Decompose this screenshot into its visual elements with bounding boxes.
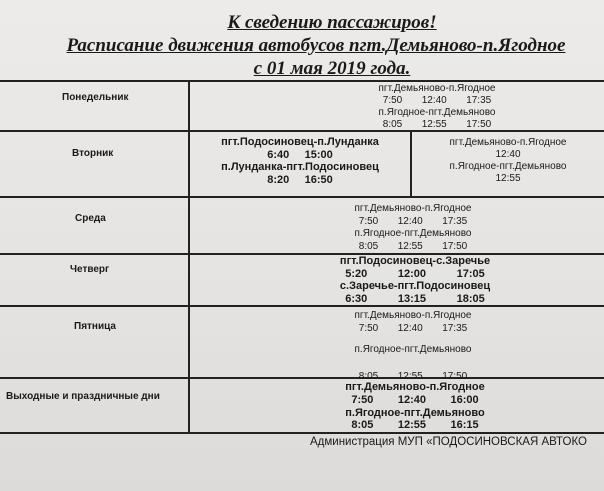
time: 17:35 bbox=[466, 95, 492, 106]
schedule-title: Расписание движения автобусов пгт.Демьяново-п.Ягодное bbox=[66, 35, 566, 56]
tuesday-schedule-lundanka bbox=[190, 136, 410, 186]
holidays-schedule bbox=[300, 381, 530, 432]
departure-times bbox=[412, 149, 604, 161]
time: 12:55 bbox=[397, 419, 427, 432]
day-holidays: Выходные и праздничные дни bbox=[6, 391, 160, 402]
route-return: п.Ягодное-пгт.Демьяново bbox=[354, 344, 472, 355]
departure-times bbox=[300, 293, 530, 306]
wednesday-schedule bbox=[298, 203, 528, 253]
table-top-line bbox=[0, 80, 604, 82]
route-outbound: пгт.Подосиновец-с.Заречье bbox=[339, 255, 491, 267]
time: 8:05 bbox=[358, 240, 379, 252]
time: 8:20 bbox=[267, 173, 290, 186]
departure-times bbox=[190, 174, 410, 187]
route-outbound: пгт.Демьяново-п.Ягодное bbox=[449, 137, 567, 148]
day-friday: Пятница bbox=[74, 321, 116, 332]
time: 8:05 bbox=[351, 419, 374, 432]
time: 8:05 bbox=[358, 371, 379, 382]
day-monday: Понедельник bbox=[62, 92, 129, 103]
day-wednesday: Среда bbox=[75, 213, 106, 224]
time: 15:00 bbox=[304, 148, 333, 161]
monday-schedule bbox=[322, 83, 552, 131]
time: 6:30 bbox=[345, 292, 368, 305]
time: 12:00 bbox=[397, 267, 427, 280]
time: 5:20 bbox=[345, 267, 368, 280]
time: 17:35 bbox=[442, 323, 468, 334]
departure-times bbox=[300, 419, 530, 432]
time: 12:40 bbox=[495, 149, 521, 160]
time: 8:05 bbox=[382, 119, 403, 130]
friday-schedule bbox=[298, 309, 528, 383]
time: 12:40 bbox=[421, 95, 447, 106]
time: 17:05 bbox=[456, 267, 485, 280]
time: 17:35 bbox=[442, 215, 468, 227]
time: 18:05 bbox=[456, 292, 485, 305]
day-tuesday: Вторник bbox=[72, 148, 114, 159]
time: 17:50 bbox=[442, 371, 468, 382]
tuesday-schedule-yagodnoe bbox=[412, 137, 604, 185]
route-outbound: пгт.Подосиновец-п.Лунданка bbox=[221, 136, 379, 148]
time: 12:55 bbox=[421, 119, 447, 130]
departure-times bbox=[298, 216, 528, 229]
table-bottom-line bbox=[0, 432, 604, 434]
time: 12:55 bbox=[397, 240, 423, 252]
time: 7:50 bbox=[358, 215, 379, 227]
effective-date: с 01 мая 2019 года. bbox=[253, 58, 411, 79]
departure-times bbox=[322, 95, 552, 107]
time: 12:55 bbox=[495, 173, 521, 184]
row-divider bbox=[0, 196, 604, 198]
time: 16:15 bbox=[450, 419, 479, 432]
time: 16:50 bbox=[304, 173, 333, 186]
route-return: п.Ягодное-пгт.Демьяново bbox=[354, 228, 472, 239]
time: 6:40 bbox=[267, 148, 290, 161]
route-return: п.Лунданка-пгт.Подосиновец bbox=[221, 161, 379, 173]
route-return: п.Ягодное-пгт.Демьяново bbox=[345, 406, 485, 419]
time: 12:40 bbox=[397, 323, 423, 334]
departure-times bbox=[300, 268, 530, 281]
departure-times bbox=[322, 119, 552, 131]
departure-times bbox=[412, 173, 604, 185]
departure-times bbox=[298, 241, 528, 254]
time: 12:55 bbox=[397, 371, 423, 382]
departure-times bbox=[190, 149, 410, 162]
time: 16:00 bbox=[450, 393, 479, 406]
time: 7:50 bbox=[351, 393, 374, 406]
time: 12:40 bbox=[397, 393, 427, 406]
thursday-schedule bbox=[300, 255, 530, 305]
time: 17:50 bbox=[466, 119, 492, 130]
departure-times bbox=[298, 322, 528, 335]
route-outbound: пгт.Демьяново-п.Ягодное bbox=[354, 310, 472, 321]
route-return: п.Ягодное-пгт.Демьяново bbox=[449, 161, 567, 172]
footer-signature: Администрация МУП «ПОДОСИНОВСКАЯ АВТОКО bbox=[310, 436, 587, 448]
route-outbound: пгт.Демьяново-п.Ягодное bbox=[378, 83, 496, 94]
time: 13:15 bbox=[397, 292, 427, 305]
route-outbound: пгт.Демьяново-п.Ягодное bbox=[354, 203, 472, 214]
time: 12:40 bbox=[397, 215, 423, 227]
row-divider bbox=[0, 305, 604, 307]
departure-times bbox=[300, 394, 530, 407]
column-divider bbox=[188, 80, 190, 432]
route-return: с.Заречье-пгт.Подосиновец bbox=[339, 280, 491, 292]
route-return: п.Ягодное-пгт.Демьяново bbox=[378, 107, 496, 118]
time: 17:50 bbox=[442, 240, 468, 252]
time: 7:50 bbox=[382, 95, 403, 106]
time: 7:50 bbox=[358, 323, 379, 334]
notice-title: К сведению пассажиров! bbox=[227, 12, 437, 33]
route-outbound: пгт.Демьяново-п.Ягодное bbox=[345, 381, 485, 393]
day-thursday: Четверг bbox=[70, 264, 110, 275]
